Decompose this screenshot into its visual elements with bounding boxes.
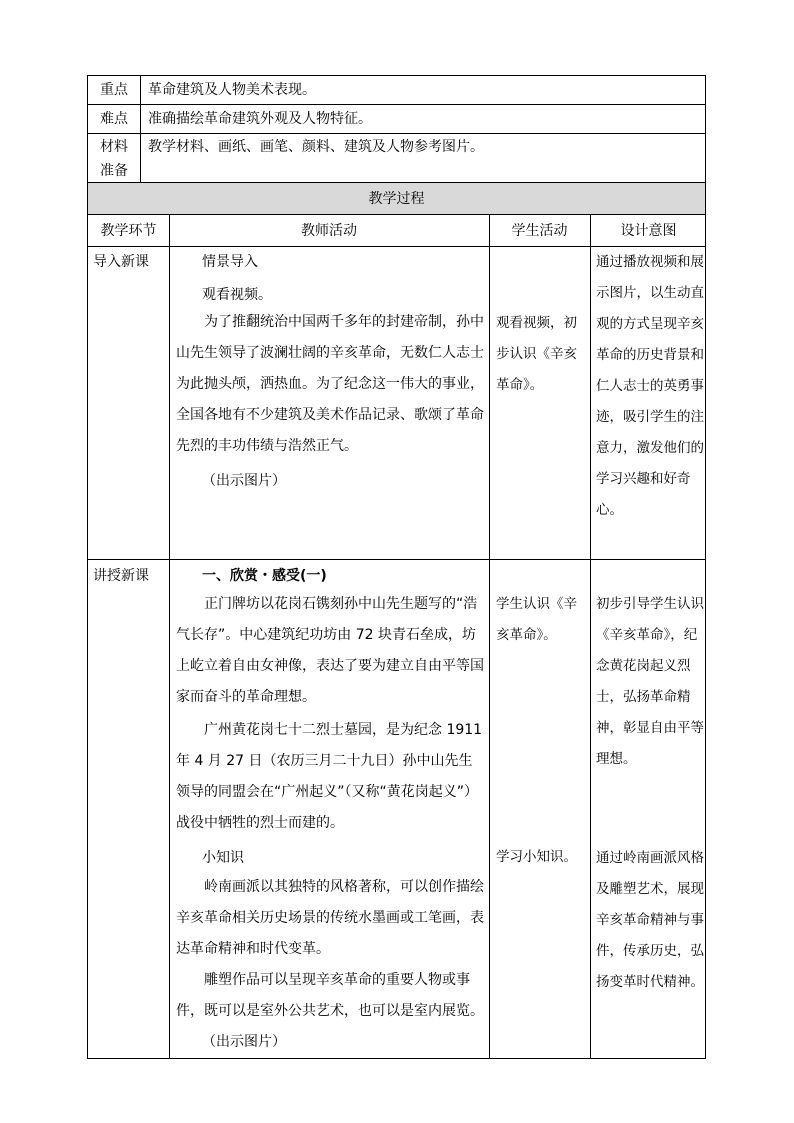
key-point-content: 革命建筑及人物美术表现。 xyxy=(148,82,316,98)
intro-student-activity: 观看视频，初步认识《辛亥革命》。 xyxy=(496,315,577,393)
lesson-teacher-para-sculpture: 雕塑作品可以呈现辛亥革命的重要人物或事件，既可以是室外公共艺术，也可以是室内展览。 xyxy=(176,972,484,1019)
intro-teacher-heading: 情景导入 xyxy=(202,254,258,270)
stage-intro-name: 导入新课 xyxy=(93,254,149,270)
key-point-row xyxy=(87,75,706,105)
lesson-design-intent-1: 初步引导学生认识《辛亥革命》，纪念黄花岗起义烈士，弘扬革命精神，彰显自由平等理想。 xyxy=(596,596,704,767)
difficulty-row xyxy=(87,104,706,134)
difficulty-content: 准确描绘革命建筑外观及人物特征。 xyxy=(148,111,372,127)
materials-content: 教学材料、画纸、画笔、颜料、建筑及人物参考图片。 xyxy=(148,139,484,155)
materials-label-line2: 准备 xyxy=(100,163,128,179)
lesson-design-intent-2: 通过岭南画派风格及雕塑艺术，展现辛亥革命精神与事件，传承历史，弘扬变革时代精神。 xyxy=(596,850,704,990)
header-stage: 教学环节 xyxy=(100,223,157,239)
intro-teacher-video: 观看视频。 xyxy=(202,287,272,303)
stage-new-lesson-row xyxy=(87,559,706,1059)
intro-teacher-narrative: 为了推翻统治中国两千多年的封建帝制，孙中山先生领导了波澜壮阔的辛亥革命，无数仁人志士为此抛头颅，洒热血。为了纪念这一伟大的事业，全国各地有不少建筑及美术作品记录、歌颂了革命先烈的丰功伟绩与浩然正气。 xyxy=(176,314,484,454)
intro-teacher-show-pictures: （出示图片） xyxy=(202,473,286,489)
section-title-row xyxy=(87,182,706,215)
lesson-teacher-show-pictures: （出示图片） xyxy=(202,1034,286,1050)
materials-row xyxy=(87,133,706,183)
lesson-student-activity-1: 学生认识《辛亥革命》。 xyxy=(496,596,577,643)
lesson-teacher-para-lingnan: 岭南画派以其独特的风格著称，可以创作描绘辛亥革命相关历史场景的传统水墨画或工笔画，表达革命精神和时代变革。 xyxy=(176,879,484,957)
stage-new-lesson-name: 讲授新课 xyxy=(93,568,149,584)
lesson-teacher-heading: 一、欣赏・感受(一) xyxy=(202,568,327,584)
header-teacher: 教师活动 xyxy=(301,223,357,239)
header-intent: 设计意图 xyxy=(620,223,677,239)
header-student: 学生活动 xyxy=(511,223,568,239)
materials-label-line1: 材料 xyxy=(100,139,128,155)
lesson-teacher-para-archway: 正门牌坊以花岗石镌刻孙中山先生题写的“浩气长存”。中心建筑纪功坊由 72 块青石垒成，坊上屹立着自由女神像，表达了要为建立自由平等国家而奋斗的革命理想。 xyxy=(176,596,484,705)
key-point-label: 重点 xyxy=(100,82,128,98)
lesson-teacher-para-cemetery: 广州黄花岗七十二烈士墓园，是为纪念 1911 年 4 月 27 日（农历三月二十九日）孙中山先生领导的同盟会在“广州起义”（又称“黄花岗起义”）战役中牺牲的烈士而建的。 xyxy=(176,722,483,831)
table-header-row xyxy=(87,214,706,247)
intro-design-intent: 通过播放视频和展示图片，以生动直观的方式呈现辛亥革命的历史背景和仁人志士的英勇事迹，吸引学生的注意力，激发他们的学习兴趣和好奇心。 xyxy=(596,254,704,518)
stage-intro-row xyxy=(87,246,706,560)
section-title: 教学过程 xyxy=(368,191,425,207)
difficulty-label: 难点 xyxy=(100,111,128,127)
lesson-student-activity-2: 学习小知识。 xyxy=(496,849,577,865)
lesson-teacher-tip-heading: 小知识 xyxy=(202,850,244,866)
